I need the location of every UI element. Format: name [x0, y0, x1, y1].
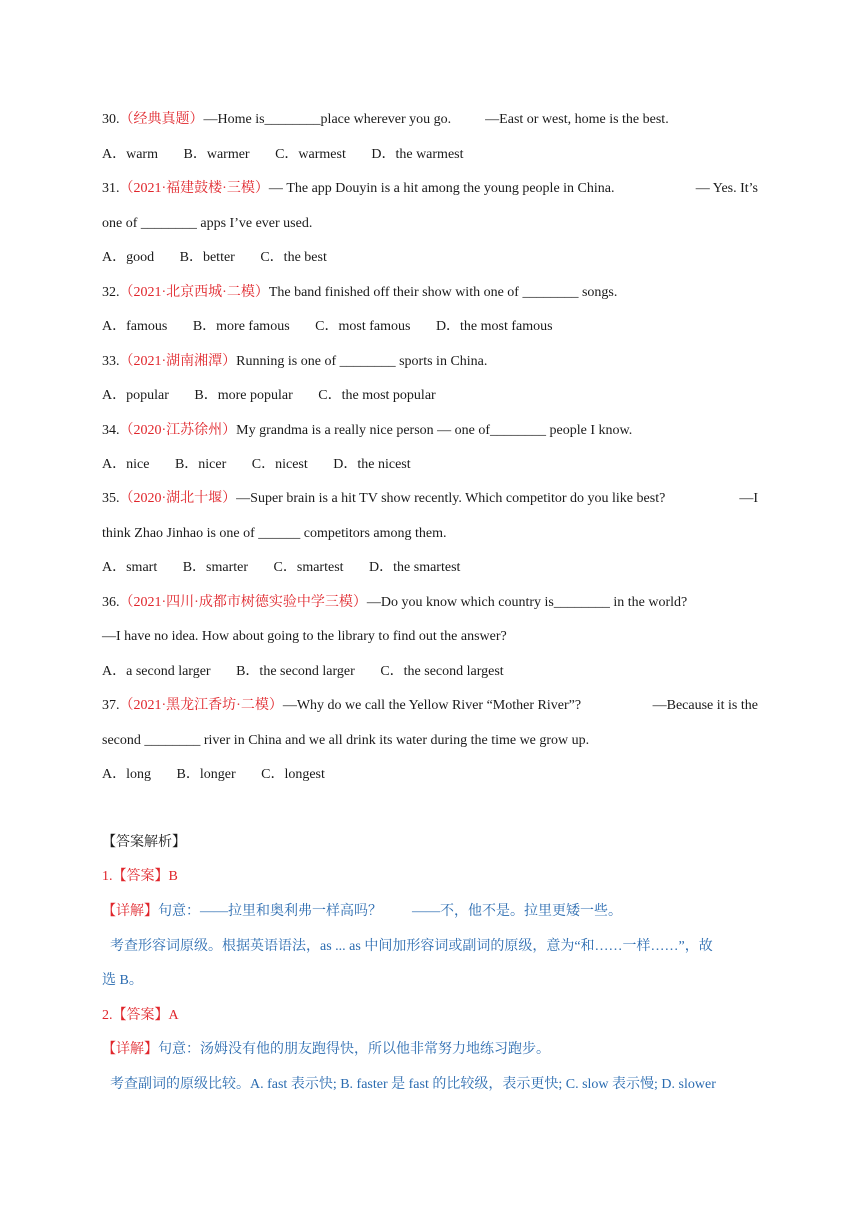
option-c[interactable]: C．nicest: [251, 457, 308, 472]
detail-label: 【详解】: [102, 904, 158, 919]
option-a[interactable]: A．famous: [102, 319, 168, 334]
question-text: The band finished off their show with one of ________ songs.: [268, 285, 618, 300]
question-number: 34.: [102, 423, 120, 438]
option-a[interactable]: A．good: [102, 250, 155, 265]
question-30-options: [102, 145, 486, 165]
question-31-stem-continued: one of ________ apps I’ve ever used.: [102, 216, 313, 231]
option-d[interactable]: D．the nicest: [333, 457, 411, 472]
question-number: 35.: [102, 491, 120, 506]
detail-text: 句意：汤姆没有他的朋友跑得快，所以他非常努力地练习跑步。: [158, 1042, 550, 1057]
question-36-stem: [102, 593, 687, 613]
question-30-stem: [102, 110, 669, 130]
option-c[interactable]: C．the second largest: [380, 664, 504, 679]
answers-heading: 【答案解析】: [102, 835, 186, 850]
option-c[interactable]: C．longest: [261, 767, 325, 782]
option-b[interactable]: B．longer: [176, 767, 236, 782]
question-text: —Why do we call the Yellow River “Mother River”?: [282, 698, 582, 713]
question-34-stem: [102, 421, 632, 441]
answer-1-explanation-continued: 选 B。: [102, 973, 143, 988]
question-text: Running is one of ________ sports in China.: [236, 354, 488, 369]
option-a[interactable]: A．long: [102, 767, 151, 782]
option-d[interactable]: D．the most famous: [435, 319, 553, 334]
question-31-options: [102, 248, 349, 268]
question-32-options: [102, 317, 575, 337]
question-source: （2020·江苏徐州）: [119, 423, 237, 438]
option-d[interactable]: D．the warmest: [371, 147, 464, 162]
question-source: （2021·福建鼓楼·三模）: [119, 181, 269, 196]
question-source: （2021·黑龙江香坊·二模）: [119, 698, 283, 713]
question-32-stem: [102, 283, 617, 303]
option-a[interactable]: A．smart: [102, 560, 158, 575]
option-b[interactable]: B．more famous: [192, 319, 290, 334]
question-number: 36.: [102, 595, 120, 610]
answer-2-detail: [102, 1040, 550, 1060]
detail-label: 【详解】: [102, 1042, 158, 1057]
question-text: —Do you know which country is________ in the world?: [366, 595, 688, 610]
option-b[interactable]: B．nicer: [174, 457, 227, 472]
question-source: （2021·湖南湘潭）: [119, 354, 237, 369]
question-text: My grandma is a really nice person — one of________ people I know.: [236, 423, 633, 438]
detail-text: 句意：——拉里和奥利弗一样高吗？: [158, 904, 382, 919]
question-37-options: [102, 765, 347, 785]
question-37-stem-continued: second ________ river in China and we all drink its water during the time we grow up.: [102, 733, 590, 748]
question-source: （2020·湖北十堰）: [119, 491, 237, 506]
question-31-stem: [102, 179, 758, 199]
question-35-stem: [102, 489, 758, 509]
question-reply: — Yes. It’s: [695, 181, 758, 196]
question-number: 33.: [102, 354, 120, 369]
option-b[interactable]: B．the second larger: [236, 664, 355, 679]
question-reply: —Because it is the: [652, 698, 758, 713]
option-b[interactable]: B．smarter: [182, 560, 249, 575]
question-number: 37.: [102, 698, 120, 713]
question-source: （2021·北京西城·二模）: [119, 285, 269, 300]
answer-2-label: 2.【答案】A: [102, 1008, 179, 1023]
question-37-stem: [102, 696, 758, 716]
question-number: 31.: [102, 181, 120, 196]
option-a[interactable]: A．popular: [102, 388, 169, 403]
question-source: （经典真题）: [119, 112, 204, 127]
option-c[interactable]: C．most famous: [315, 319, 411, 334]
question-36-options: [102, 662, 526, 682]
question-36-stem-continued: —I have no idea. How about going to the library to find out the answer?: [102, 629, 507, 644]
option-c[interactable]: C．the best: [260, 250, 327, 265]
question-text: — The app Douyin is a hit among the young people in China.: [268, 181, 615, 196]
option-d[interactable]: D．the smartest: [369, 560, 461, 575]
option-b[interactable]: B．better: [179, 250, 235, 265]
option-b[interactable]: B．warmer: [183, 147, 250, 162]
question-number: 30.: [102, 112, 120, 127]
detail-text-reply: ——不，他不是。拉里更矮一些。: [412, 904, 622, 919]
answer-2-explanation: 考查副词的原级比较。A. fast 表示快; B. faster 是 fast 的比较级，表示更快; C. slow 表示慢; D. slower: [110, 1077, 716, 1092]
option-a[interactable]: A．nice: [102, 457, 150, 472]
question-33-options: [102, 386, 458, 406]
question-34-options: [102, 455, 433, 475]
question-33-stem: [102, 352, 487, 372]
question-35-options: [102, 558, 482, 578]
answer-1-detail: [102, 902, 622, 922]
option-b[interactable]: B．more popular: [194, 388, 293, 403]
option-c[interactable]: C．warmest: [275, 147, 346, 162]
question-source: （2021·四川·成都市树德实验中学三模）: [119, 595, 367, 610]
option-a[interactable]: A．warm: [102, 147, 158, 162]
question-reply: —I: [739, 491, 758, 506]
question-reply: —East or west, home is the best.: [485, 112, 669, 127]
question-text: —Home is________place wherever you go.: [203, 112, 452, 127]
question-text: —Super brain is a hit TV show recently. Which competitor do you like best?: [236, 491, 666, 506]
option-a[interactable]: A．a second larger: [102, 664, 211, 679]
option-c[interactable]: C．smartest: [273, 560, 344, 575]
option-c[interactable]: C．the most popular: [318, 388, 436, 403]
question-35-stem-continued: think Zhao Jinhao is one of ______ competitors among them.: [102, 526, 447, 541]
question-number: 32.: [102, 285, 120, 300]
answer-1-label: 1.【答案】B: [102, 869, 178, 884]
answer-1-explanation: 考查形容词原级。根据英语语法，as ... as 中间加形容词或副词的原级，意为“和……一样……”，故: [110, 939, 713, 954]
